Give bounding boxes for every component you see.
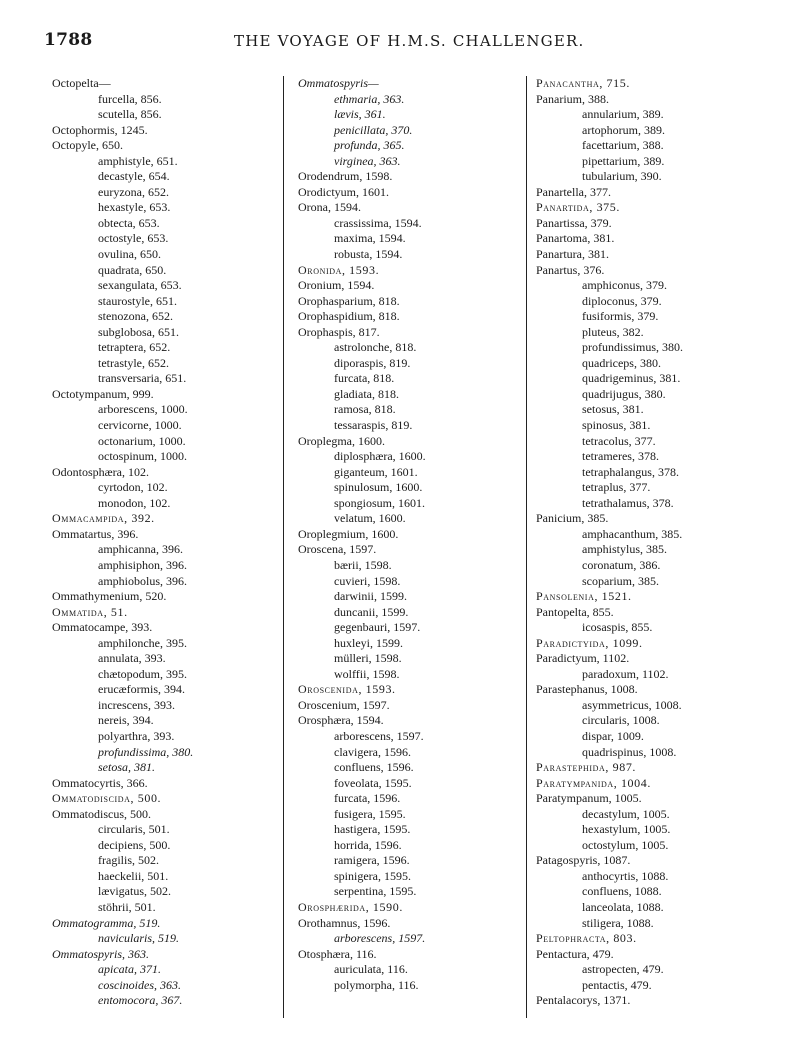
index-entry-species: virginea, 363. xyxy=(334,153,401,168)
index-entry-species: decastylum, 1005. xyxy=(582,806,670,821)
index-entry-species: furcella, 856. xyxy=(98,91,162,106)
index-entry-genus: Ommatospyris, 363. xyxy=(52,946,150,961)
column-divider xyxy=(283,76,284,1018)
index-entry-genus: Pentactura, 479. xyxy=(536,946,614,961)
index-entry-genus: Octotympanum, 999. xyxy=(52,386,154,401)
index-entry-species: apicata, 371. xyxy=(98,962,161,977)
index-entry-species: profunda, 365. xyxy=(334,138,405,153)
index-entry-species: hexastyle, 653. xyxy=(98,200,171,215)
index-entry-genus: Pantopelta, 855. xyxy=(536,604,614,619)
index-entry-genus: Oroscena, 1597. xyxy=(298,542,377,557)
index-entry-species: facettarium, 388. xyxy=(582,138,664,153)
index-entry-species: lævigatus, 502. xyxy=(98,884,172,899)
index-entry-species: octostyle, 653. xyxy=(98,231,169,246)
index-entry-species: hexastylum, 1005. xyxy=(582,822,671,837)
index-entry-species: haeckelii, 501. xyxy=(98,868,169,883)
index-entry-species: artophorum, 389. xyxy=(582,122,665,137)
index-entry-genus: Panicium, 385. xyxy=(536,511,609,526)
index-entry-species: pipettarium, 389. xyxy=(582,153,665,168)
index-entry-genus: Paratympanum, 1005. xyxy=(536,791,642,806)
index-entry-species: octonarium, 1000. xyxy=(98,433,186,448)
index-entry-species: quadrigeminus, 381. xyxy=(582,371,681,386)
index-entry-genus: Oroscenida, 1593. xyxy=(298,682,396,697)
index-entry-genus: Peltophracta, 803. xyxy=(536,931,637,946)
index-entry-species: foveolata, 1595. xyxy=(334,775,412,790)
index-entry-species: stiligera, 1088. xyxy=(582,915,654,930)
index-entry-species: tetraptera, 652. xyxy=(98,340,171,355)
index-entry-species: spinulosum, 1600. xyxy=(334,480,423,495)
index-entry-genus: Ommatocyrtis, 366. xyxy=(52,775,148,790)
index-entry-species: annularium, 389. xyxy=(582,107,664,122)
index-entry-species: maxima, 1594. xyxy=(334,231,406,246)
index-entry-species: scutella, 856. xyxy=(98,107,162,122)
index-entry-genus: Pentalacorys, 1371. xyxy=(536,993,631,1008)
index-entry-genus: Paradictyum, 1102. xyxy=(536,651,630,666)
index-entry-species: setosus, 381. xyxy=(582,402,644,417)
index-entry-species: darwinii, 1599. xyxy=(334,589,407,604)
index-entry-species: obtecta, 653. xyxy=(98,215,160,230)
index-entry-species: furcata, 1596. xyxy=(334,791,401,806)
index-entry-species: clavigera, 1596. xyxy=(334,744,411,759)
index-entry-genus: Ommatida, 51. xyxy=(52,604,128,619)
index-entry-species: coronatum, 386. xyxy=(582,557,661,572)
index-entry-species: octostylum, 1005. xyxy=(582,837,669,852)
index-entry-species: navicularis, 519. xyxy=(98,931,179,946)
index-entry-species: spinigera, 1595. xyxy=(334,868,411,883)
index-entry-genus: Pansolenia, 1521. xyxy=(536,589,632,604)
index-entry-species: cyrtodon, 102. xyxy=(98,480,168,495)
index-entry-species: circularis, 1008. xyxy=(582,713,660,728)
index-entry-species: tessaraspis, 819. xyxy=(334,418,413,433)
index-entry-species: horrida, 1596. xyxy=(334,837,402,852)
index-entry-species: setosa, 381. xyxy=(98,760,155,775)
index-entry-species: dispar, 1009. xyxy=(582,728,644,743)
index-entry-species: spinosus, 381. xyxy=(582,418,651,433)
index-entry-species: nereis, 394. xyxy=(98,713,154,728)
index-column-1 xyxy=(52,76,274,1009)
index-entry-species: entomocora, 367. xyxy=(98,993,183,1008)
index-entry-species: decipiens, 500. xyxy=(98,837,171,852)
index-entry-species: duncanii, 1599. xyxy=(334,604,409,619)
index-entry-genus: Panartura, 381. xyxy=(536,247,609,262)
index-entry-species: profundissimus, 380. xyxy=(582,340,684,355)
index-entry-genus: Orona, 1594. xyxy=(298,200,361,215)
index-entry-species: chætopodum, 395. xyxy=(98,666,187,681)
index-entry-species: lævis, 361. xyxy=(334,107,386,122)
index-entry-species: astrolonche, 818. xyxy=(334,340,417,355)
index-entry-genus: Octopelta— xyxy=(52,76,111,90)
index-entry-species: anthocyrtis, 1088. xyxy=(582,868,669,883)
index-entry-genus: Orophaspidium, 818. xyxy=(298,309,400,324)
index-entry-species: diplosphæra, 1600. xyxy=(334,449,426,464)
index-entry-species: velatum, 1600. xyxy=(334,511,406,526)
index-entry-genus: Panartissa, 379. xyxy=(536,215,612,230)
index-entry-species: tetrameres, 378. xyxy=(582,449,659,464)
index-entry-genus: Ommatodiscus, 500. xyxy=(52,806,151,821)
index-entry-species: polymorpha, 116. xyxy=(334,977,419,992)
index-entry-genus: Octophormis, 1245. xyxy=(52,122,148,137)
index-entry-genus: Oroplegmium, 1600. xyxy=(298,526,399,541)
index-entry-species: cuvieri, 1598. xyxy=(334,573,401,588)
index-entry-genus: Parastephida, 987. xyxy=(536,760,637,775)
index-entry-species: tetraplus, 377. xyxy=(582,480,651,495)
index-entry-species: ramigera, 1596. xyxy=(334,853,410,868)
index-entry-species: tetraphalangus, 378. xyxy=(582,464,679,479)
index-entry-species: circularis, 501. xyxy=(98,822,170,837)
index-entry-genus: Paratympanida, 1004. xyxy=(536,775,651,790)
index-entry-species: polyarthra, 393. xyxy=(98,728,175,743)
index-entry-species: arborescens, 1597. xyxy=(334,931,426,946)
index-entry-genus: Ommatospyris— xyxy=(298,76,379,90)
index-entry-species: robusta, 1594. xyxy=(334,247,403,262)
index-entry-species: serpentina, 1595. xyxy=(334,884,417,899)
index-entry-species: furcata, 818. xyxy=(334,371,395,386)
index-entry-species: increscens, 393. xyxy=(98,697,175,712)
index-entry-species: tubularium, 390. xyxy=(582,169,662,184)
index-entry-genus: Odontosphæra, 102. xyxy=(52,464,149,479)
index-entry-genus: Panartus, 376. xyxy=(536,262,605,277)
index-entry-species: monodon, 102. xyxy=(98,495,171,510)
index-entry-genus: Orodictyum, 1601. xyxy=(298,184,389,199)
index-entry-genus: Orosphærida, 1590. xyxy=(298,899,403,914)
index-entry-genus: Orosphæra, 1594. xyxy=(298,713,384,728)
page-number: 1788 xyxy=(44,30,93,50)
index-entry-species: erucæformis, 394. xyxy=(98,682,185,697)
index-entry-species: pluteus, 382. xyxy=(582,324,644,339)
index-entry-species: amphilonche, 395. xyxy=(98,635,187,650)
index-entry-species: staurostyle, 651. xyxy=(98,293,177,308)
index-entry-species: octospinum, 1000. xyxy=(98,449,187,464)
index-entry-species: spongiosum, 1601. xyxy=(334,495,426,510)
index-entry-species: amphacanthum, 385. xyxy=(582,526,683,541)
index-entry-species: asymmetricus, 1008. xyxy=(582,697,682,712)
index-entry-genus: Ommatocampe, 393. xyxy=(52,620,153,635)
index-entry-genus: Panartida, 375. xyxy=(536,200,620,215)
index-entry-species: fragilis, 502. xyxy=(98,853,159,868)
index-entry-species: quadrata, 650. xyxy=(98,262,167,277)
index-entry-species: quadrijugus, 380. xyxy=(582,386,666,401)
index-entry-species: subglobosa, 651. xyxy=(98,324,179,339)
index-entry-species: confluens, 1088. xyxy=(582,884,662,899)
index-entry-species: quadrispinus, 1008. xyxy=(582,744,677,759)
index-entry-species: diporaspis, 819. xyxy=(334,355,411,370)
index-entry-species: quadriceps, 380. xyxy=(582,355,661,370)
index-entry-species: stenozona, 652. xyxy=(98,309,173,324)
index-column-3 xyxy=(536,76,786,1009)
index-entry-species: sexangulata, 653. xyxy=(98,278,182,293)
index-entry-species: ovulina, 650. xyxy=(98,247,161,262)
index-entry-species: wolffii, 1598. xyxy=(334,666,400,681)
index-entry-genus: Otosphæra, 116. xyxy=(298,946,377,961)
index-entry-genus: Oronida, 1593. xyxy=(298,262,380,277)
index-entry-species: huxleyi, 1599. xyxy=(334,635,403,650)
index-entry-genus: Parastephanus, 1008. xyxy=(536,682,638,697)
index-entry-genus: Orophaspis, 817. xyxy=(298,324,380,339)
index-entry-species: tetracolus, 377. xyxy=(582,433,656,448)
index-entry-species: mülleri, 1598. xyxy=(334,651,402,666)
index-entry-species: euryzona, 652. xyxy=(98,184,169,199)
index-entry-species: stöhrii, 501. xyxy=(98,899,156,914)
index-entry-genus: Panacantha, 715. xyxy=(536,76,630,90)
index-entry-species: diploconus, 379. xyxy=(582,293,662,308)
index-entry-species: icosaspis, 855. xyxy=(582,620,653,635)
index-entry-genus: Octopyle, 650. xyxy=(52,138,123,153)
index-entry-species: giganteum, 1601. xyxy=(334,464,418,479)
index-entry-genus: Oroplegma, 1600. xyxy=(298,433,385,448)
index-entry-species: cervicorne, 1000. xyxy=(98,418,182,433)
index-entry-genus: Ommatogramma, 519. xyxy=(52,915,161,930)
index-entry-genus: Panartoma, 381. xyxy=(536,231,615,246)
index-entry-species: amphiconus, 379. xyxy=(582,278,667,293)
index-entry-species: pentactis, 479. xyxy=(582,977,652,992)
index-entry-genus: Ommacampida, 392. xyxy=(52,511,155,526)
index-entry-species: gladiata, 818. xyxy=(334,386,399,401)
index-entry-genus: Oronium, 1594. xyxy=(298,278,375,293)
index-entry-species: bærii, 1598. xyxy=(334,557,392,572)
index-entry-species: decastyle, 654. xyxy=(98,169,170,184)
index-entry-species: astropecten, 479. xyxy=(582,962,664,977)
index-entry-genus: Patagospyris, 1087. xyxy=(536,853,631,868)
index-entry-genus: Ommatartus, 396. xyxy=(52,526,139,541)
index-entry-genus: Panarium, 388. xyxy=(536,91,609,106)
index-entry-genus: Orophasparium, 818. xyxy=(298,293,400,308)
index-entry-species: transversaria, 651. xyxy=(98,371,187,386)
index-entry-genus: Orodendrum, 1598. xyxy=(298,169,393,184)
index-entry-genus: Oroscenium, 1597. xyxy=(298,697,390,712)
index-entry-species: fusigera, 1595. xyxy=(334,806,406,821)
page-header xyxy=(44,30,784,58)
index-entry-genus: Ommathymenium, 520. xyxy=(52,589,167,604)
index-entry-species: ethmaria, 363. xyxy=(334,91,405,106)
index-entry-species: tetrastyle, 652. xyxy=(98,355,169,370)
index-entry-species: amphistyle, 651. xyxy=(98,153,178,168)
index-entry-species: tetrathalamus, 378. xyxy=(582,495,674,510)
column-divider xyxy=(526,76,527,1018)
index-entry-species: scoparium, 385. xyxy=(582,573,659,588)
index-entry-species: crassissima, 1594. xyxy=(334,215,422,230)
index-entry-species: penicillata, 370. xyxy=(334,122,413,137)
index-entry-species: hastigera, 1595. xyxy=(334,822,411,837)
index-entry-species: amphiobolus, 396. xyxy=(98,573,187,588)
index-entry-species: ramosa, 818. xyxy=(334,402,396,417)
index-entry-species: auriculata, 116. xyxy=(334,962,408,977)
index-entry-species: arborescens, 1000. xyxy=(98,402,188,417)
index-entry-genus: Ommatodiscida, 500. xyxy=(52,791,162,806)
index-entry-species: lanceolata, 1088. xyxy=(582,899,664,914)
index-entry-species: fusiformis, 379. xyxy=(582,309,659,324)
index-entry-species: paradoxum, 1102. xyxy=(582,666,669,681)
page-title: THE VOYAGE OF H.M.S. CHALLENGER. xyxy=(234,32,585,50)
index-entry-species: amphistylus, 385. xyxy=(582,542,668,557)
index-entry-genus: Paradictyida, 1099. xyxy=(536,635,643,650)
index-entry-genus: Orothamnus, 1596. xyxy=(298,915,391,930)
index-entry-species: coscinoides, 363. xyxy=(98,977,181,992)
index-entry-species: profundissima, 380. xyxy=(98,744,194,759)
index-entry-species: annulata, 393. xyxy=(98,651,166,666)
index-entry-species: amphisiphon, 396. xyxy=(98,557,187,572)
index-column-2 xyxy=(298,76,518,993)
index-entry-species: amphicanna, 396. xyxy=(98,542,183,557)
index-entry-species: confluens, 1596. xyxy=(334,760,414,775)
index-entry-genus: Panartella, 377. xyxy=(536,184,611,199)
index-entry-species: gegenbauri, 1597. xyxy=(334,620,421,635)
index-entry-species: arborescens, 1597. xyxy=(334,728,424,743)
